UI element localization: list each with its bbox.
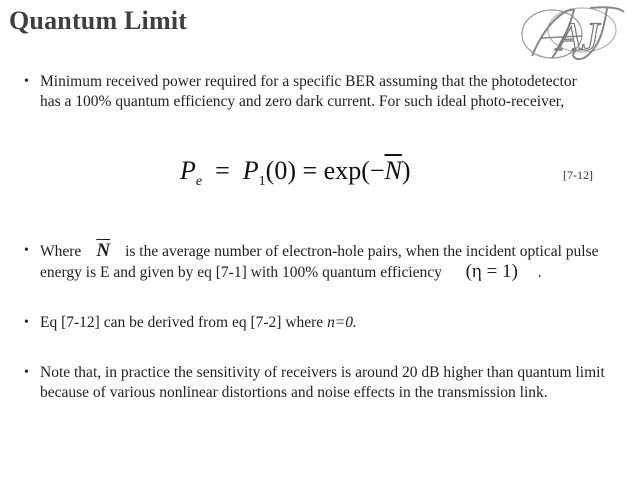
bullet-dot: • — [24, 74, 29, 89]
page-title: Quantum Limit — [9, 6, 188, 35]
svg-text:AJ: AJ — [557, 14, 600, 59]
bullet-text: Minimum received power required for a specific BER assuming that the photodetector has a 100% quantum efficiency and zero dark current. For such ideal photo-receiver, — [40, 73, 577, 110]
bullet-sensitivity-note: • Note that, in practice the sensitivity of receivers is around 20 dB higher than quantum limit because of various nonlinear distortions and noise effects in the transmission link. — [24, 364, 605, 401]
bullet-quantum-limit-definition — [24, 72, 600, 112]
equation-7-12: $P_e = P_1(0) = \exp(-\overline{N})$ — [180, 156, 411, 189]
aj-monogram-logo — [512, 0, 630, 66]
bullet-dot: • — [24, 243, 29, 258]
bullet-eq-derivation: • Eq [7-12] can be derived from eq [7-2] where n=0. — [24, 314, 357, 331]
equation-reference: [7-12] — [563, 168, 593, 182]
bullet-where-n: • Where $\overline{N}$ is the average number of electron-hole pairs, when the incident optical pulse energy is E and given by eq [7-1] with 100% quantum efficiency (η = 1) . — [24, 240, 599, 282]
eta-equals-one: (η = 1) — [465, 261, 518, 282]
bullet-dot: • — [24, 315, 29, 330]
bullet-dot: • — [24, 365, 29, 380]
n-bar-symbol: $\overline{N}$ — [96, 240, 111, 261]
